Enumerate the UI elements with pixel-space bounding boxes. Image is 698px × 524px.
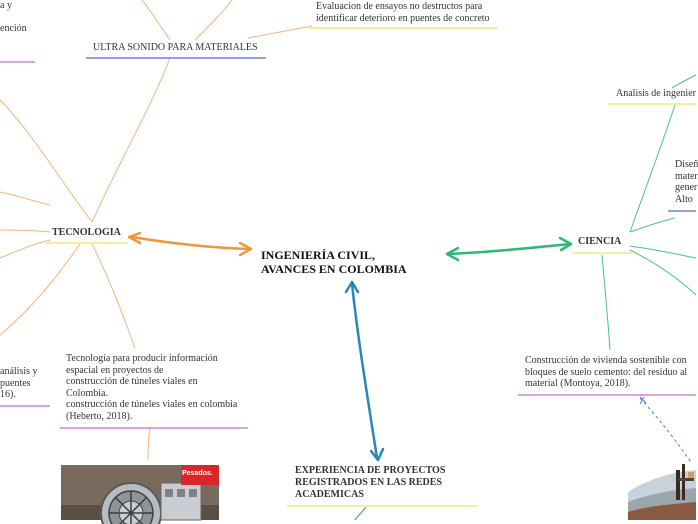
arrow-tecnologia — [129, 233, 251, 255]
node-vivienda[interactable]: Construcción de vivienda sostenible con bloques de suelo cemento: del residuo al material (Montoya, 2018). — [525, 355, 688, 389]
tunnel-boring-image — [61, 465, 219, 520]
vivienda-image-connector — [640, 398, 696, 470]
branch-ciencia-diseno — [630, 218, 675, 232]
branch-info-image — [148, 428, 150, 460]
branch-ciencia-analisis — [630, 105, 675, 232]
construction-site-image — [628, 462, 696, 520]
topic-experiencia[interactable]: EXPERIENCIA DE PROYECTOS REGISTRADOS EN LAS REDES ACADEMICAS — [295, 465, 446, 500]
node-evaluacion[interactable]: Evaluacion de ensayos no destructos para identificar deterioro en puentes de concreto — [316, 1, 490, 24]
node-diseno[interactable]: Diseñ mater gener Alto — [675, 159, 698, 205]
topic-tecnologia[interactable]: TECNOLOGIA — [52, 227, 121, 238]
branch-ciencia-vivienda — [602, 255, 610, 350]
central-topic[interactable]: INGENIERÍA CIVIL, AVANCES EN COLOMBIA — [261, 248, 407, 276]
ciencia-branches — [602, 75, 696, 350]
branch-tecnologia-left-bottom — [0, 244, 80, 335]
branch-tecnologia-left-top — [0, 192, 50, 205]
branch-ultrasonido-up-left — [142, 0, 170, 40]
node-top-left-fragment[interactable]: a y ención — [0, 0, 27, 34]
branch-ultrasonido-up-right — [195, 0, 232, 40]
node-analisis-ingenieria[interactable]: Analisis de ingenier — [616, 88, 696, 99]
arrow-ciencia — [447, 238, 571, 260]
branch-tecnologia-left-low — [0, 240, 50, 258]
tunnel-image-brand-label: Pesados. — [182, 470, 213, 477]
branch-analisis-right — [672, 75, 696, 88]
construction-site-illustration — [628, 462, 696, 520]
arrow-experiencia — [346, 282, 383, 460]
branch-ciencia-right-low — [630, 250, 696, 295]
branch-tecnologia-left-mid — [0, 230, 50, 232]
node-left-fragment[interactable]: análisis y puentes 16). — [0, 366, 38, 400]
topic-ultrasonido[interactable]: ULTRA SONIDO PARA MATERIALES — [93, 42, 258, 53]
branch-tecnologia-ultrasonido — [92, 58, 170, 222]
branch-tecnologia-info — [92, 244, 135, 348]
branch-ciencia-right-mid — [630, 246, 696, 258]
topic-ciencia[interactable]: CIENCIA — [578, 236, 622, 247]
node-tecnologia-info[interactable]: Tecnología para producir información espacial en proyectos de construcción de túneles viales en Colombia. construcción de túneles viales en colombia (Heberto, 2018). — [66, 353, 238, 422]
experiencia-stub — [355, 507, 366, 520]
branch-ultrasonido-evaluacion — [248, 26, 312, 38]
